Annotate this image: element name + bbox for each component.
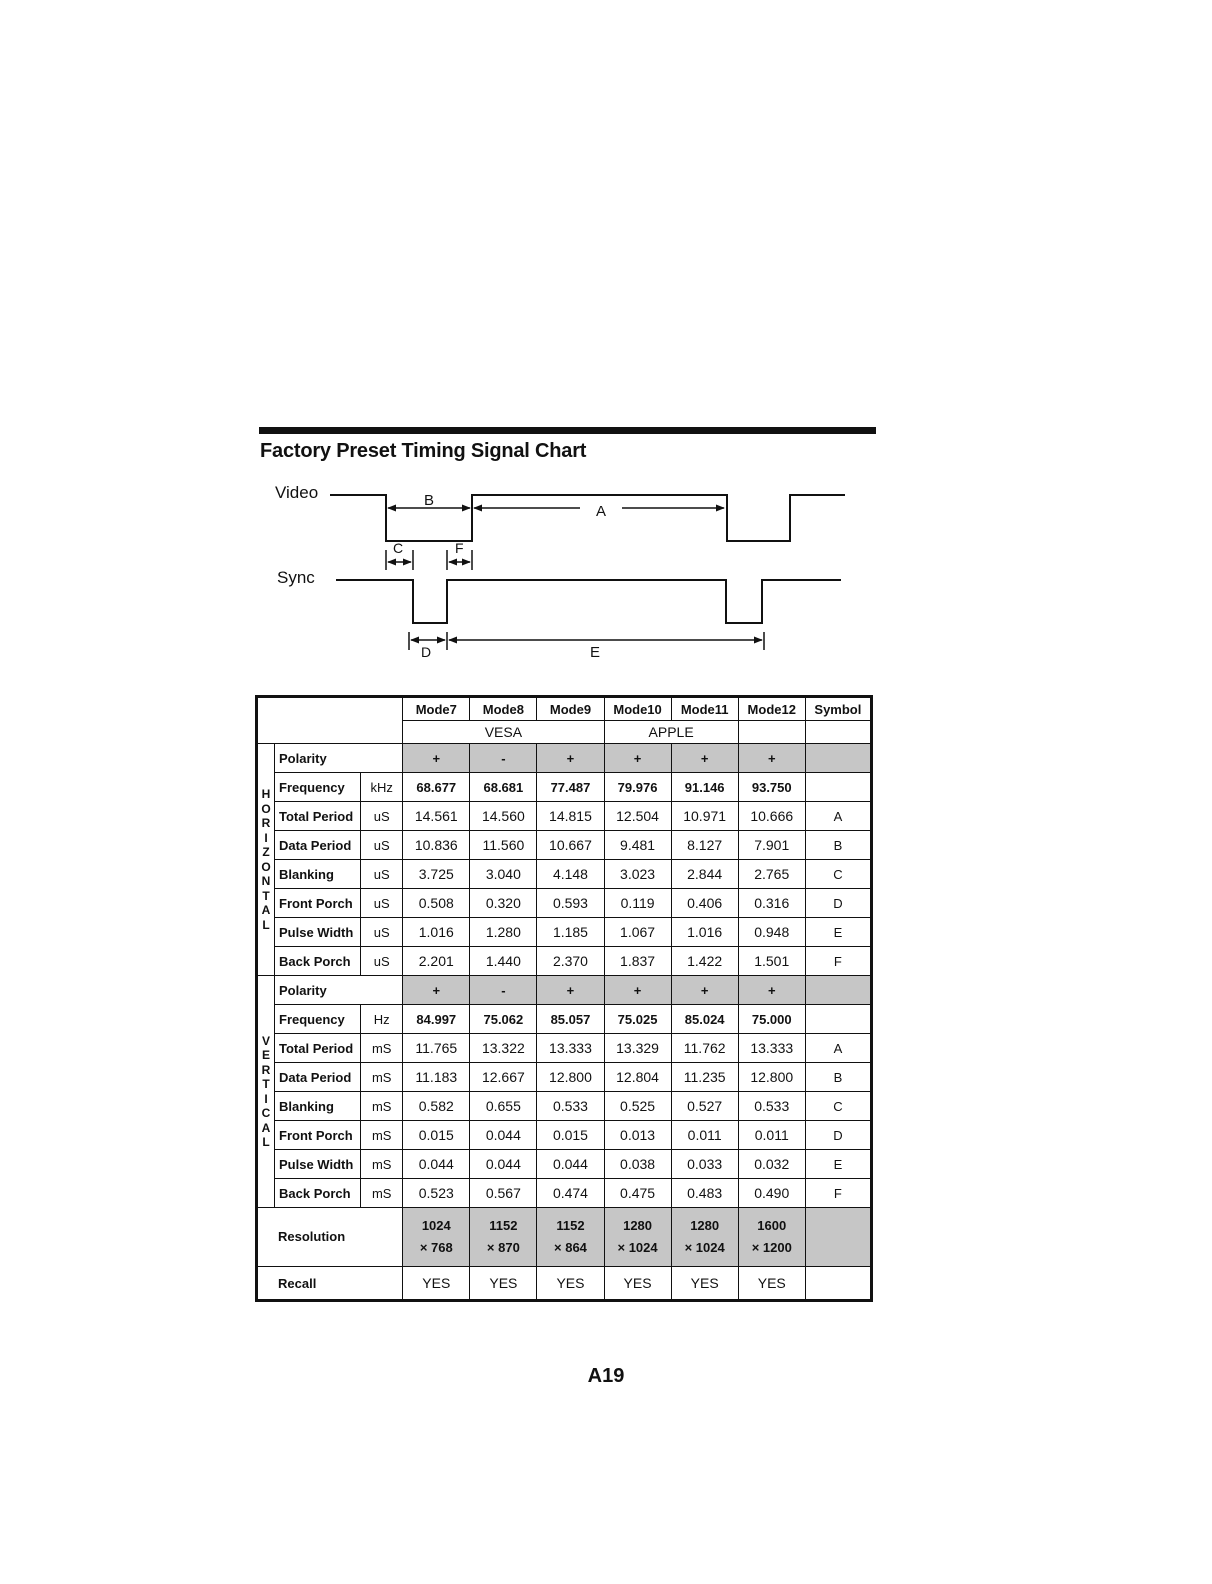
resolution-width: 1152: [489, 1218, 518, 1233]
symbol-cell: [738, 721, 805, 744]
value-cell: 75.025: [604, 1005, 671, 1034]
polarity-value: +: [671, 976, 738, 1005]
value-cell: 12.804: [604, 1063, 671, 1092]
row-label: Data Period: [275, 1063, 361, 1092]
value-cell: 77.487: [537, 773, 604, 802]
polarity-label: Polarity: [275, 976, 403, 1005]
value-cell: 13.333: [738, 1034, 805, 1063]
symbol-cell: F: [805, 947, 871, 976]
symbol-cell: E: [805, 918, 871, 947]
value-cell: 85.024: [671, 1005, 738, 1034]
side-letter: A: [261, 1120, 271, 1135]
polarity-value: +: [537, 744, 604, 773]
symbol-cell: D: [805, 889, 871, 918]
side-letter: R: [261, 1062, 271, 1077]
mark-a: A: [596, 503, 607, 520]
symbol-cell: E: [805, 1150, 871, 1179]
value-cell: 0.582: [403, 1092, 470, 1121]
table-row: [257, 773, 872, 802]
empty-cell: [805, 721, 871, 744]
unit-cell: mS: [361, 1179, 403, 1208]
value-cell: 0.011: [671, 1121, 738, 1150]
polarity-value: +: [604, 976, 671, 1005]
value-cell: 7.901: [738, 831, 805, 860]
symbol-cell: B: [805, 831, 871, 860]
video-waveform: [330, 495, 845, 541]
unit-cell: uS: [361, 947, 403, 976]
side-letter: R: [261, 816, 271, 830]
mode-header: Mode12: [738, 697, 805, 721]
resolution-height: × 768: [419, 1240, 453, 1255]
recall-symbol: [805, 1267, 871, 1301]
value-cell: 0.119: [604, 889, 671, 918]
row-label: Total Period: [275, 1034, 361, 1063]
polarity-value: +: [403, 744, 470, 773]
value-cell: 11.765: [403, 1034, 470, 1063]
value-cell: 0.015: [537, 1121, 604, 1150]
value-cell: 1.422: [671, 947, 738, 976]
symbol-cell: [805, 1005, 871, 1034]
table-row: [257, 1005, 872, 1034]
value-cell: 11.762: [671, 1034, 738, 1063]
unit-cell: Hz: [361, 1005, 403, 1034]
value-cell: 0.525: [604, 1092, 671, 1121]
table-row: [257, 1208, 872, 1267]
polarity-value: -: [470, 976, 537, 1005]
unit-cell: uS: [361, 802, 403, 831]
timing-diagram: [0, 0, 1212, 700]
value-cell: 14.561: [403, 802, 470, 831]
resolution-height: × 1024: [617, 1240, 658, 1255]
value-cell: 0.475: [604, 1179, 671, 1208]
row-label: Front Porch: [275, 1121, 361, 1150]
value-cell: 12.667: [470, 1063, 537, 1092]
value-cell: 12.800: [738, 1063, 805, 1092]
page-title: Factory Preset Timing Signal Chart: [260, 440, 587, 462]
value-cell: 1.440: [470, 947, 537, 976]
value-cell: 0.483: [671, 1179, 738, 1208]
value-cell: 0.567: [470, 1179, 537, 1208]
value-cell: 0.015: [403, 1121, 470, 1150]
unit-cell: mS: [361, 1063, 403, 1092]
value-cell: 91.146: [671, 773, 738, 802]
vertical-side-label: [257, 976, 275, 1208]
timing-table: [255, 695, 873, 1302]
value-cell: 84.997: [403, 1005, 470, 1034]
value-cell: 13.329: [604, 1034, 671, 1063]
resolution-width: 1280: [690, 1218, 720, 1233]
resolution-width: 1600: [757, 1218, 787, 1233]
table-row: [257, 947, 872, 976]
value-cell: 12.504: [604, 802, 671, 831]
unit-cell: mS: [361, 1092, 403, 1121]
group-vesa: VESA: [403, 721, 604, 744]
unit-cell: kHz: [361, 773, 403, 802]
value-cell: 4.148: [537, 860, 604, 889]
resolution-symbol: [805, 1208, 871, 1267]
symbol-cell: A: [805, 802, 871, 831]
side-letter: Z: [262, 845, 270, 859]
table-row: [257, 918, 872, 947]
value-cell: 2.844: [671, 860, 738, 889]
resolution-height: × 864: [554, 1240, 587, 1255]
value-cell: 1.501: [738, 947, 805, 976]
unit-cell: uS: [361, 831, 403, 860]
value-cell: 0.474: [537, 1179, 604, 1208]
resolution-label: Resolution: [257, 1208, 403, 1267]
value-cell: 0.508: [403, 889, 470, 918]
recall-value: YES: [738, 1267, 805, 1301]
mode-header: Mode10: [604, 697, 671, 721]
value-cell: 68.677: [403, 773, 470, 802]
unit-cell: uS: [361, 860, 403, 889]
value-cell: 14.560: [470, 802, 537, 831]
value-cell: 0.948: [738, 918, 805, 947]
value-cell: 75.000: [738, 1005, 805, 1034]
value-cell: 8.127: [671, 831, 738, 860]
table-row: [257, 976, 872, 1005]
recall-value: YES: [470, 1267, 537, 1301]
mark-b: B: [424, 492, 435, 509]
side-letter: T: [262, 1077, 270, 1091]
polarity-symbol: [805, 976, 871, 1005]
table-row: [257, 831, 872, 860]
symbol-cell: B: [805, 1063, 871, 1092]
polarity-value: +: [403, 976, 470, 1005]
recall-value: YES: [403, 1267, 470, 1301]
resolution-width: 1280: [623, 1218, 653, 1233]
value-cell: 85.057: [537, 1005, 604, 1034]
resolution-value: [403, 1208, 470, 1267]
resolution-value: [604, 1208, 671, 1267]
row-label: Back Porch: [275, 1179, 361, 1208]
row-label: Frequency: [275, 1005, 361, 1034]
value-cell: 0.044: [403, 1150, 470, 1179]
table-row: [257, 697, 872, 721]
side-letter: C: [261, 1106, 271, 1120]
row-label: Data Period: [275, 831, 361, 860]
value-cell: 0.533: [738, 1092, 805, 1121]
resolution-value: [738, 1208, 805, 1267]
value-cell: 11.560: [470, 831, 537, 860]
value-cell: 0.316: [738, 889, 805, 918]
side-letter: I: [264, 830, 268, 845]
row-label: Pulse Width: [275, 1150, 361, 1179]
table-row: [257, 1179, 872, 1208]
page-number: A19: [587, 1365, 625, 1387]
value-cell: 11.183: [403, 1063, 470, 1092]
side-letter: N: [261, 874, 271, 888]
horizontal-side-label: [257, 744, 275, 976]
table-row: [257, 1121, 872, 1150]
unit-cell: uS: [361, 918, 403, 947]
value-cell: 0.033: [671, 1150, 738, 1179]
value-cell: 0.044: [470, 1150, 537, 1179]
video-label: Video: [275, 483, 319, 502]
value-cell: 1.016: [671, 918, 738, 947]
row-label: Blanking: [275, 860, 361, 889]
value-cell: 1.280: [470, 918, 537, 947]
mode-header: Mode11: [671, 697, 738, 721]
unit-cell: mS: [361, 1034, 403, 1063]
group-apple: APPLE: [604, 721, 738, 744]
unit-cell: uS: [361, 889, 403, 918]
polarity-symbol: [805, 744, 871, 773]
mode-header: Mode7: [403, 697, 470, 721]
side-letter: O: [261, 801, 271, 816]
value-cell: 2.370: [537, 947, 604, 976]
side-letter: T: [262, 888, 270, 903]
side-letter: V: [262, 1033, 271, 1048]
row-label: Pulse Width: [275, 918, 361, 947]
value-cell: 0.032: [738, 1150, 805, 1179]
value-cell: 0.406: [671, 889, 738, 918]
value-cell: 0.044: [470, 1121, 537, 1150]
table-row: [257, 1267, 872, 1301]
value-cell: 0.533: [537, 1092, 604, 1121]
side-letter: L: [262, 1135, 270, 1149]
value-cell: 79.976: [604, 773, 671, 802]
sync-label: Sync: [277, 568, 315, 587]
polarity-label: Polarity: [275, 744, 403, 773]
side-letter: E: [262, 1048, 271, 1062]
value-cell: 12.800: [537, 1063, 604, 1092]
value-cell: 2.201: [403, 947, 470, 976]
symbol-cell: D: [805, 1121, 871, 1150]
unit-cell: mS: [361, 1121, 403, 1150]
value-cell: 9.481: [604, 831, 671, 860]
table-row: [257, 860, 872, 889]
value-cell: 1.185: [537, 918, 604, 947]
table-row: [257, 1092, 872, 1121]
side-letter: H: [261, 787, 271, 801]
mode-header: Mode8: [470, 697, 537, 721]
table-row: [257, 744, 872, 773]
value-cell: 68.681: [470, 773, 537, 802]
table-row: [257, 1034, 872, 1063]
side-letter: O: [261, 859, 271, 874]
resolution-height: × 870: [486, 1240, 520, 1255]
value-cell: 10.971: [671, 802, 738, 831]
symbol-cell: [805, 773, 871, 802]
value-cell: 0.527: [671, 1092, 738, 1121]
polarity-value: +: [738, 976, 805, 1005]
polarity-value: +: [604, 744, 671, 773]
mark-d: D: [421, 644, 432, 660]
value-cell: 0.038: [604, 1150, 671, 1179]
row-label: Frequency: [275, 773, 361, 802]
row-label: Blanking: [275, 1092, 361, 1121]
value-cell: 10.667: [537, 831, 604, 860]
value-cell: 1.067: [604, 918, 671, 947]
row-label: Back Porch: [275, 947, 361, 976]
recall-value: YES: [537, 1267, 604, 1301]
value-cell: 75.062: [470, 1005, 537, 1034]
value-cell: 0.523: [403, 1179, 470, 1208]
value-cell: 0.490: [738, 1179, 805, 1208]
symbol-cell: F: [805, 1179, 871, 1208]
value-cell: 3.040: [470, 860, 537, 889]
row-label: Total Period: [275, 802, 361, 831]
resolution-value: [671, 1208, 738, 1267]
value-cell: 1.837: [604, 947, 671, 976]
symbol-cell: C: [805, 860, 871, 889]
row-label: Front Porch: [275, 889, 361, 918]
value-cell: 0.655: [470, 1092, 537, 1121]
side-letter: L: [262, 917, 270, 932]
mode-header: Mode9: [537, 697, 604, 721]
value-cell: 11.235: [671, 1063, 738, 1092]
resolution-value: [537, 1208, 604, 1267]
value-cell: 1.016: [403, 918, 470, 947]
resolution-height: × 1024: [684, 1240, 725, 1255]
value-cell: 13.322: [470, 1034, 537, 1063]
corner-cell: [257, 697, 403, 744]
value-cell: 0.044: [537, 1150, 604, 1179]
value-cell: 2.765: [738, 860, 805, 889]
polarity-value: +: [738, 744, 805, 773]
side-letter: I: [264, 1091, 268, 1106]
sync-waveform: [336, 580, 841, 623]
mark-f: F: [455, 540, 464, 556]
value-cell: 10.836: [403, 831, 470, 860]
recall-value: YES: [604, 1267, 671, 1301]
polarity-value: +: [537, 976, 604, 1005]
value-cell: 14.815: [537, 802, 604, 831]
table-row: [257, 1063, 872, 1092]
symbol-header: Symbol: [805, 697, 871, 721]
resolution-height: × 1200: [751, 1240, 792, 1255]
polarity-value: -: [470, 744, 537, 773]
table-row: [257, 802, 872, 831]
symbol-cell: C: [805, 1092, 871, 1121]
value-cell: 0.320: [470, 889, 537, 918]
value-cell: 3.023: [604, 860, 671, 889]
polarity-value: +: [671, 744, 738, 773]
table-row: [257, 889, 872, 918]
resolution-width: 1152: [556, 1218, 585, 1233]
mark-c: C: [393, 540, 404, 556]
value-cell: 0.013: [604, 1121, 671, 1150]
unit-cell: mS: [361, 1150, 403, 1179]
recall-label: Recall: [257, 1267, 403, 1301]
resolution-value: [470, 1208, 537, 1267]
value-cell: 0.011: [738, 1121, 805, 1150]
value-cell: 3.725: [403, 860, 470, 889]
value-cell: 13.333: [537, 1034, 604, 1063]
value-cell: 0.593: [537, 889, 604, 918]
mark-e: E: [590, 644, 601, 661]
symbol-cell: A: [805, 1034, 871, 1063]
value-cell: 93.750: [738, 773, 805, 802]
recall-value: YES: [671, 1267, 738, 1301]
table-row: [257, 1150, 872, 1179]
side-letter: A: [261, 903, 271, 917]
resolution-width: 1024: [421, 1218, 451, 1233]
value-cell: 10.666: [738, 802, 805, 831]
